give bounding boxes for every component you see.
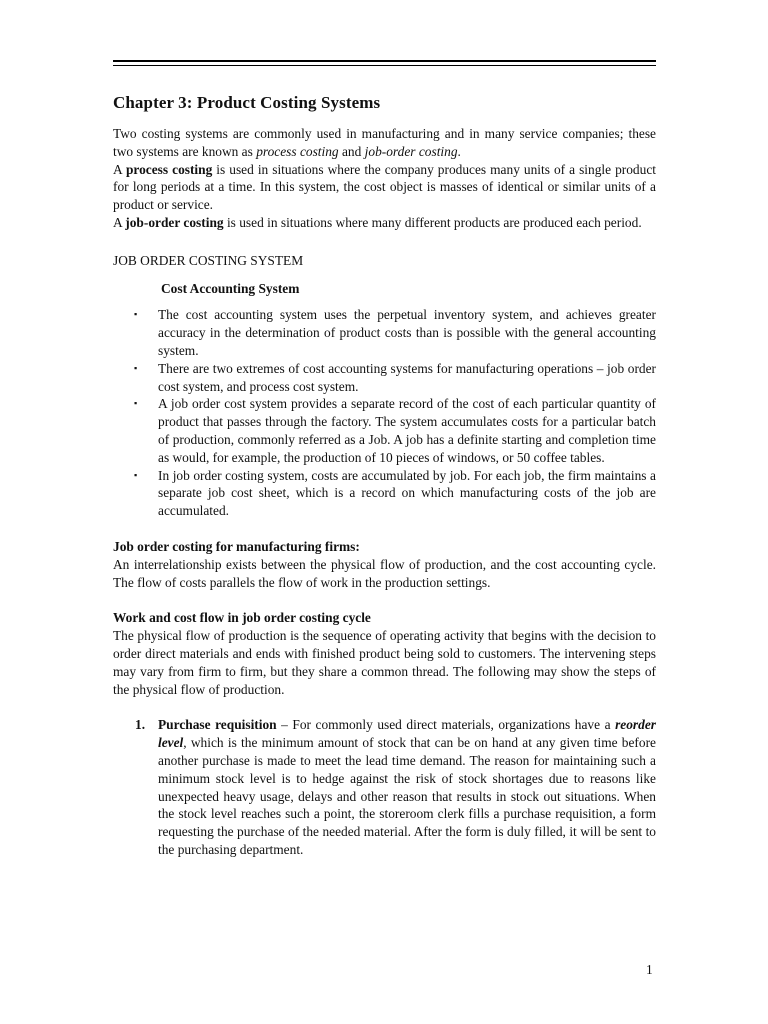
term-reorder-level: reorder level <box>158 717 656 751</box>
bullet-icon: ▪ <box>134 362 138 373</box>
list-item: 1. Purchase requisition – For commonly used direct materials, organizations have a reorder level, which is the minimum amount of stock that can be on hand at any given time before another purchase is made to meet the lead time demand. The reason for maintaining such a minimum stock level is to hedge against the risk of stock shortages due to reasons like unexpected heavy usage, delays and other reason that results in stock out situations. When the stock level reaches such a point, the storeroom clerk fills a purchase requisition, a form requesting the purchase of the needed material. After the form is duly filled, it will be sent to the purchasing department. <box>135 717 656 857</box>
workflow-paragraph: The physical flow of production is the sequence of operating activity that begins with the decision to order direct materials and ends with finished product being sold to customers. The intervening steps may vary from firm to firm, but they share a common thread. The following may show the steps of the physical flow of production. <box>113 628 656 697</box>
list-item: ▪ There are two extremes of cost accounting systems for manufacturing operations – job order cost system, and process cost system. <box>134 360 656 394</box>
intro-paragraph-3: A job-order costing is used in situations where many different products are produced each period. <box>113 214 642 230</box>
term-job-order-costing: job-order costing <box>364 143 458 159</box>
list-item: ▪ In job order costing system, costs are accumulated by job. For each job, the firm maintains a separate job cost sheet, which is a record on which manufacturing costs of the job are accumulated. <box>134 467 656 519</box>
bullet-icon: ▪ <box>134 469 138 480</box>
term-process-costing: process costing <box>256 143 339 159</box>
subheading: Cost Accounting System <box>161 280 300 296</box>
header-rule-thick <box>113 60 656 62</box>
bullet-list <box>113 306 656 520</box>
list-item: ▪ The cost accounting system uses the perpetual inventory system, and achieves greater accuracy in the determination of product costs than is possible with the general accounting system. <box>134 307 656 358</box>
bullet-icon: ▪ <box>134 398 138 409</box>
step-title: Purchase requisition <box>158 717 277 733</box>
manufacturing-paragraph: An interrelationship exists between the physical flow of production, and the cost accounting cycle. The flow of costs parallels the flow of work in the production settings. <box>113 556 656 590</box>
bullet-icon: ▪ <box>134 309 138 320</box>
header-rule-thin <box>113 65 656 66</box>
document-page <box>113 60 656 859</box>
intro-paragraph-1: Two costing systems are commonly used in manufacturing and in many service companies; these two systems are known as process costing and job-order costing. <box>113 126 656 159</box>
intro-paragraph-2: A process costing is used in situations where the company produces many units of a single product for long periods at a time. In this system, the cost object is masses of identical or similar units of a product or service. <box>113 161 656 213</box>
page-number: 1 <box>646 962 653 977</box>
chapter-title: Chapter 3: Product Costing Systems <box>113 93 381 112</box>
list-item: ▪ A job order cost system provides a separate record of the cost of each particular quantity of product that passes through the factory. The system accumulates costs for a particular batch of production, commonly referred as a Job. A job has a definite starting and completion time as would, for example, the production of 10 pieces of windows, or 50 coffee tables. <box>134 396 656 465</box>
step-number: 1. <box>135 717 146 733</box>
workflow-heading: Work and cost flow in job order costing cycle <box>113 610 371 626</box>
section-heading: JOB ORDER COSTING SYSTEM <box>113 252 304 268</box>
manufacturing-heading: Job order costing for manufacturing firms: <box>113 538 360 554</box>
steps-list <box>113 716 656 858</box>
